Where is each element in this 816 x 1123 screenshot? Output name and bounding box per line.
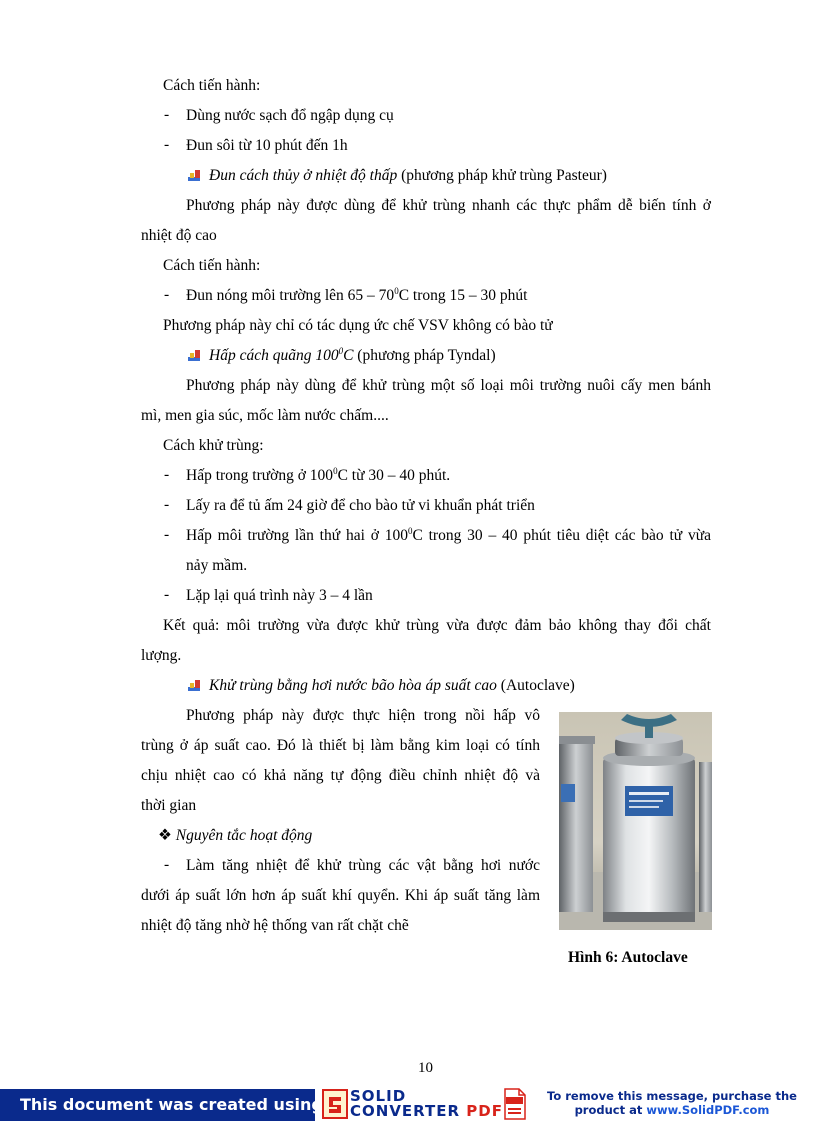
arrow-bullet-icon: [186, 348, 202, 362]
paragraph: Kết quả: môi trường vừa được khử trùng vừa được đảm bảo không thay đổi chất: [163, 617, 711, 634]
paragraph: thời gian: [141, 797, 197, 814]
list-dash: -: [164, 136, 170, 153]
section-heading: Khử trùng bằng hơi nước bão hòa áp suất cao (Autoclave): [209, 677, 575, 694]
section-heading: Đun cách thủy ở nhiệt độ thấp (phương pháp khử trùng Pasteur): [209, 167, 607, 184]
arrow-bullet-icon: [186, 168, 202, 182]
paragraph: Phương pháp này được dùng để khử trùng nhanh các thực phẩm dễ biến tính ở: [186, 197, 711, 214]
list-item: Lấy ra để tủ ấm 24 giờ để cho bào tử vi khuẩn phát triển: [186, 497, 535, 514]
autoclave-photo: [559, 712, 712, 930]
figure-caption: Hình 6: Autoclave: [568, 949, 688, 966]
list-item: Đun sôi từ 10 phút đến 1h: [186, 137, 348, 154]
paragraph: Phương pháp này được thực hiện trong nồi hấp vô: [186, 707, 540, 724]
paragraph: trùng ở áp suất cao. Đó là thiết bị làm bằng kim loại có tính: [141, 737, 540, 754]
list-item: Dùng nước sạch đổ ngập dụng cụ: [186, 107, 394, 124]
section-heading: Hấp cách quãng $100^0C$ (phương pháp Tyndal): [209, 345, 496, 364]
purchase-message: [532, 1089, 812, 1117]
paragraph: Phương pháp này chỉ có tác dụng ức chế VSV không có bào tử: [163, 317, 553, 334]
paragraph: nhiệt độ tăng nhờ hệ thống van rất chặt chẽ: [141, 917, 409, 934]
paragraph: mì, men gia súc, mốc làm nước chấm....: [141, 407, 389, 424]
paragraph: nhiệt độ cao: [141, 227, 217, 244]
list-item: Hấp trong trường ở $100^0C$ từ 30 – 40 phút.: [186, 465, 451, 484]
arrow-bullet-icon: [186, 678, 202, 692]
paragraph: lượng.: [141, 647, 182, 664]
solid-converter-logo-icon: [322, 1089, 348, 1119]
list-dash: -: [164, 286, 170, 303]
purchase-line-1: To remove this message, purchase the: [547, 1089, 797, 1103]
list-item: Đun nóng môi trường lên $65 - 70^0C$ trong 15 – 30 phút: [186, 285, 528, 304]
list-dash: -: [164, 496, 170, 513]
paragraph: Cách tiến hành:: [163, 257, 261, 274]
list-item: Lặp lại quá trình này 3 – 4 lần: [186, 587, 373, 604]
banner-created-text: This document was created using: [20, 1095, 323, 1114]
list-dash: -: [164, 526, 170, 543]
list-item-continuation: nảy mầm.: [186, 557, 248, 574]
paragraph: chịu nhiệt cao có khả năng tự động điều chỉnh nhiệt độ và: [141, 767, 540, 784]
page-number: 10: [418, 1060, 433, 1076]
solidpdf-link[interactable]: www.SolidPDF.com: [646, 1103, 770, 1117]
list-dash: -: [164, 466, 170, 483]
list-dash: -: [164, 586, 170, 603]
list-item: Làm tăng nhiệt để khử trùng các vật bằng hơi nước: [186, 857, 540, 874]
list-item: Hấp môi trường lần thứ hai ở $100^0C$ trong 30 – 40 phút tiêu diệt các bào tử vừa: [186, 525, 712, 544]
diamond-bullet-icon: ❖: [158, 827, 172, 844]
paragraph: dưới áp suất lớn hơn áp suất khí quyển. Khi áp suất tăng làm: [141, 887, 540, 904]
paragraph: Cách khử trùng:: [163, 437, 264, 454]
list-dash: -: [164, 856, 170, 873]
purchase-line-2: product at www.SolidPDF.com: [574, 1103, 770, 1117]
paragraph: Phương pháp này dùng để khử trùng một số loại môi trường nuôi cấy men bánh: [186, 377, 711, 394]
paragraph: Cách tiến hành:: [163, 77, 261, 94]
logo-text-solid: SOLID: [350, 1087, 407, 1105]
pdf-file-icon: [503, 1088, 527, 1120]
logo-text-converter: CONVERTER PDF: [350, 1102, 503, 1120]
list-dash: -: [164, 106, 170, 123]
subheading: ❖ Nguyên tắc hoạt động: [158, 827, 313, 844]
